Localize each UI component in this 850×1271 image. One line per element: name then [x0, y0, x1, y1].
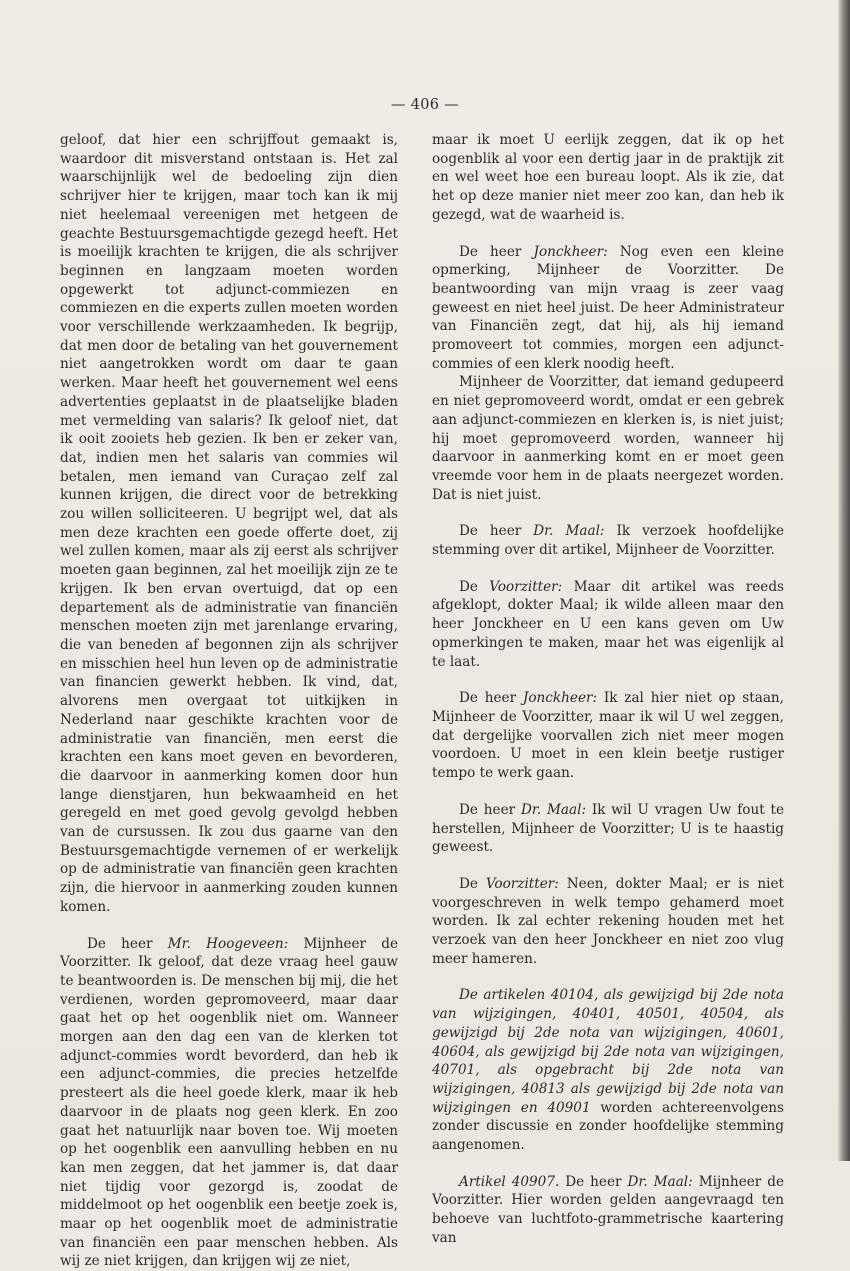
speaker-name: Voorzitter: — [485, 875, 559, 892]
left-column — [60, 131, 398, 1271]
paragraph: geloof, dat hier een schrijffout gemaakt is, waardoor dit misverstand ontstaan is. Het zal waarschijnlijk wel de bedoeling zijn dien schrijver hier te krijgen, maar toch kan ik mij niet heelemaal vereenigen met hetgeen de geachte Bestuursgemachtigde gezegd heeft. Het is moeilijk krachten te krijgen, die als schrijver beginnen en langzaam moeten worden opgewerkt tot adjunct-commiezen en commiezen en die experts zullen moeten worden voor verschillende werkzaamheden. Ik begrijp, dat men door de betaling van het gouvernement niet aangetrokken wordt om daar te gaan werken. Maar heeft het gouvernement wel eens advertenties geplaatst in de plaatselijke bladen met vermelding van salaris? Ik geloof niet, dat ik ooit zooiets heb gezien. Ik ben er zeker van, dat, indien men het salaris van commies wil betalen, men iemand van Curaçao zelf zal kunnen krijgen, die direct voor de betrekking zou willen solliciteeren. U begrijpt wel, dat als men deze krachten een goede offerte doet, zij wel zullen komen, maar als zij eerst als schrijver moeten gaan beginnen, zal het moeilijk zijn ze te krijgen. Ik ben ervan overtuigd, dat op een departement als de administratie van financiën menschen moeten zijn met jarenlange ervaring, die van beneden af begonnen zijn als schrijver en misschien heel hun leven op de administratie van financien gewerkt hebben. Ik vind, dat, alvorens men overgaat tot uitkijken in Nederland naar geschikte krachten voor de administratie van financiën, men eerst die krachten een kans moet geven en bevorderen, die daarvoor in aanmerking komen door hun lange dienstjaren, hun bekwaamheid en het geregeld en met goed gevolg gevolgd hebben van de cursussen. Ik zou dus gaarne van den Bestuursgemachtigde vernemen of er werkelijk op de administratie van financiën geen krachten zijn, die hiervoor in aanmerking zouden kunnen komen. — [60, 132, 398, 915]
paragraph-text: Ik verzoek hoofdelijke stemming over dit artikel, Mijnheer de Voorzitter. — [432, 523, 784, 559]
italic-article-list: De artikelen 40104, als gewijzigd bij 2de nota van wijzigingen, 40401, 40501, 40504, als gewijzigd bij 2de nota van wijzigingen, 40601, 40604, als gewijzigd bij 2de nota van wijzigingen, 40701, als opgebracht bij 2de nota van wijzigingen, 40813 als gewijzigd bij 2de nota van wijzigingen en 40901 — [432, 987, 784, 1116]
speaker-prefix: De heer — [459, 523, 534, 540]
paragraph — [432, 1173, 784, 1248]
paragraph-text: Mijnheer de Voorzitter. Ik geloof, dat deze vraag heel gauw te beantwoorden is. De menschen bij mij, die het verdienen, worden gepromoveerd, maar daar gaat het op het oogenblik niet om. Wanneer morgen aan den dag een van de klerken tot adjunct-commies wordt bevorderd, dan heb ik een adjunct-commies, die precies hetzelfde presteert als die heel goede klerk, maar ik heb daarvoor in de plaats nog geen klerk. En zoo gaat het natuurlijk naar boven toe. Wij moeten op het oogenblik een aanvulling hebben en nu kan men zeggen, dat het jammer is, dat daar niet tijdig voor gezorgd is, zoodat de middelmoot op het oogenblik een beetje zoek is, maar op het oogenblik moet de administratie van financiën een paar menschen hebben. Als wij ze niet krijgen, dan krijgen wij ze niet, — [60, 935, 398, 1270]
paragraph — [432, 986, 784, 1154]
paragraph-text: Ik wil U vragen Uw fout te herstellen, Mijnheer de Voorzitter; U is te haastig geweest. — [432, 801, 784, 856]
speaker-prefix: De — [459, 578, 490, 595]
paragraph — [60, 935, 398, 1271]
speaker-prefix: De heer — [459, 690, 523, 707]
paragraph — [432, 243, 784, 374]
paragraph: maar ik moet U eerlijk zeggen, dat ik op het oogenblik al voor een dertig jaar in de praktijk zit en wel weet hoe een bureau loopt. Als ik zie, dat het op deze manier niet meer zoo kan, dan heb ik gezegd, wat de waarheid is. — [432, 132, 784, 223]
speaker-prefix: De — [459, 875, 486, 892]
paragraph-text: Maar dit artikel was reeds afgeklopt, dokter Maal; ik wilde alleen maar den heer Jonckheer en U een kans geven om Uw opmerkingen te maken, maar het was eigenlijk al te laat. — [432, 578, 784, 670]
right-column — [432, 131, 784, 1248]
speaker-name: Jonckheer: — [522, 690, 598, 707]
paragraph — [432, 522, 784, 559]
paragraph — [432, 801, 784, 857]
speaker-prefix: De heer — [459, 801, 521, 818]
speaker-name: Dr. Maal: — [520, 801, 587, 818]
paragraph-text: Nog even een kleine opmerking, Mijnheer de Voorzitter. De beantwoording van mijn vraag is zeer vaag geweest en niet heel juist. De heer Administrateur van Financiën zegt, dat hij, als hij iemand promoveert tot commies, morgen een adjunct-commies of een klerk noodig heeft. — [432, 243, 784, 372]
speaker-prefix: De heer — [87, 935, 168, 952]
paragraph-text: Ik zal hier niet op staan, Mijnheer de Voorzitter, maar ik wil U wel zeggen, dat dergelijke voorvallen zich niet meer mogen voordoen. U moet in een klein beetje rustiger tempo te werk gaan. — [432, 690, 784, 782]
paragraph-text: Neen, dokter Maal; er is niet voorgeschreven in welk tempo gehamerd moet worden. Ik zal echter rekening houden met het verzoek van den heer Jonckheer en niet zoo vlug meer hameren. — [432, 875, 785, 967]
paragraph — [432, 578, 784, 672]
speaker-name: Dr. Maal: — [627, 1173, 693, 1190]
page-number: — 406 — — [391, 97, 459, 113]
paragraph — [432, 875, 784, 969]
speaker-name: Voorzitter: — [489, 578, 563, 595]
paragraph-text: worden achtereenvolgens zonder discussie en zonder hoofdelijke stemming aangenomen. — [432, 1099, 784, 1154]
paragraph — [432, 689, 784, 783]
page-edge-shadow — [838, 0, 850, 1161]
speaker-prefix: De heer — [559, 1173, 628, 1190]
paragraph-text: Mijnheer de Voorzitter. Hier worden gelden aangevraagd ten behoeve van luchtfoto-grammetrische kaartering van — [432, 1173, 784, 1246]
speaker-name: Mr. Hoogeveen: — [167, 935, 289, 952]
speaker-name: Jonckheer: — [533, 243, 608, 260]
article-label: Artikel 40907. — [459, 1173, 560, 1190]
speaker-prefix: De heer — [459, 243, 534, 260]
paragraph: Mijnheer de Voorzitter, dat iemand gedupeerd en niet gepromoveerd wordt, omdat er een gebrek aan adjunct-commiezen en klerken is, is niet juist; hij moet gepromoveerd worden, wanneer hij daarvoor in aanmerking komt en er moet geen vreemde voor hem in de plaats neergezet worden. Dat is niet juist. — [432, 374, 784, 503]
speaker-name: Dr. Maal: — [533, 523, 605, 540]
